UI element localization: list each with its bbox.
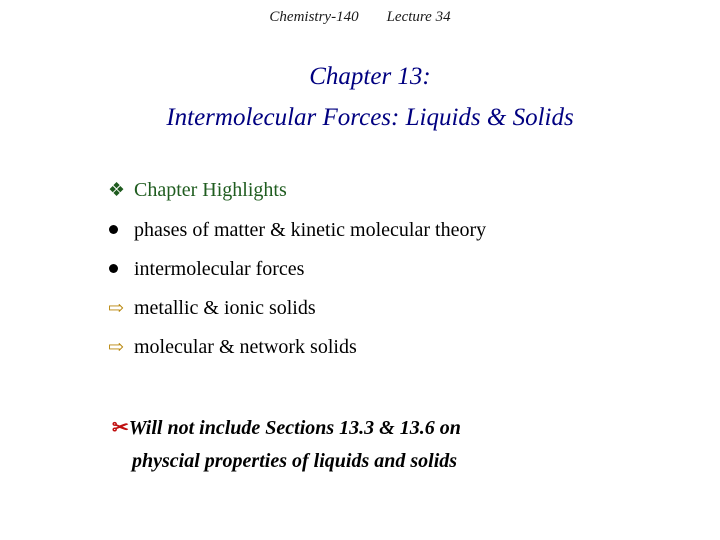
slide-header: [0, 9, 720, 26]
arrow-bullet-icon: ⇨: [108, 337, 124, 358]
section-heading-text: Chapter Highlights: [134, 179, 287, 201]
list-item-text: intermolecular forces: [134, 258, 305, 280]
scissors-icon: ✂: [112, 417, 129, 439]
list-item: [108, 258, 304, 281]
section-heading: [108, 179, 287, 202]
bullet-dot-icon: [109, 225, 118, 234]
exclusion-note: [112, 412, 672, 478]
note-line-2: physcial properties of liquids and solids: [132, 450, 458, 472]
arrow-bullet-icon: ⇨: [108, 298, 124, 319]
list-item: [108, 336, 357, 359]
list-item: [108, 297, 316, 320]
list-item-text: metallic & ionic solids: [134, 297, 316, 319]
note-line-1: Will not include Sections 13.3 & 13.6 on: [128, 417, 461, 439]
lecture-label: Lecture 34: [386, 9, 451, 25]
chapter-title: Chapter 13:: [309, 63, 431, 90]
bullet-dot-icon: [109, 264, 118, 273]
chapter-subtitle: Intermolecular Forces: Liquids & Solids: [166, 104, 574, 131]
list-item-text: molecular & network solids: [134, 336, 357, 358]
diamond-bullet-icon: ❖: [108, 180, 126, 201]
course-label: Chemistry-140: [269, 9, 359, 25]
list-item: [108, 219, 486, 242]
list-item-text: phases of matter & kinetic molecular theory: [134, 219, 487, 241]
